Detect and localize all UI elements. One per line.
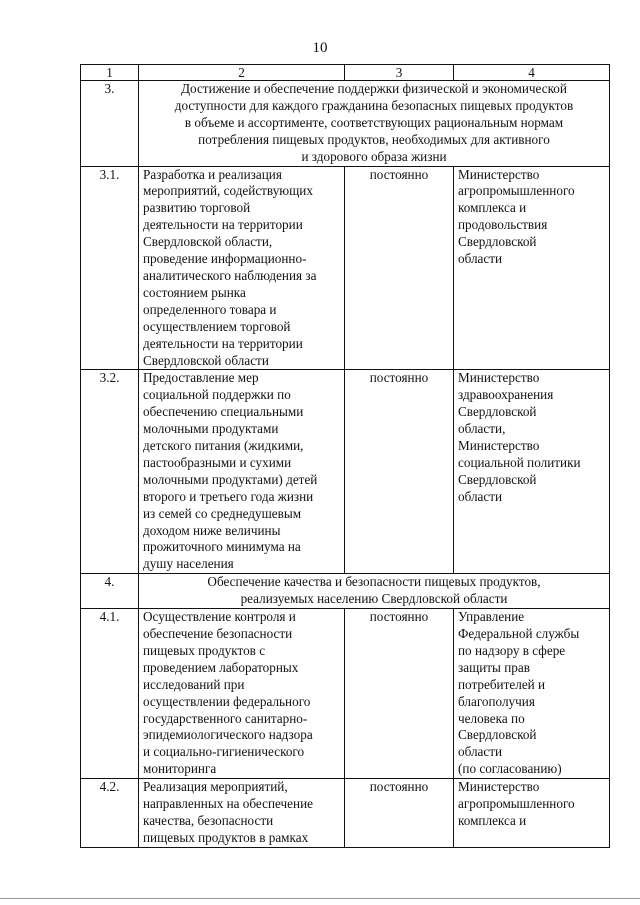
section-title [139, 574, 610, 609]
executor-line: продовольствия [458, 217, 548, 233]
section-title [139, 81, 610, 167]
activity-line: Свердловской области, [143, 234, 273, 250]
activity-line: пастообразными и сухими [143, 454, 292, 470]
table-row [81, 166, 610, 370]
executor-line: социальной политики [458, 454, 581, 470]
activity-line: молочными продуктами [143, 421, 279, 437]
column-number-1: 1 [81, 65, 139, 81]
term-cell: постоянно [345, 166, 454, 370]
activity-cell [139, 370, 345, 574]
column-number-3: 3 [345, 65, 454, 81]
activity-line: мероприятий, содействующих [143, 183, 313, 199]
table-row [81, 370, 610, 574]
executor-line: (по согласованию) [458, 761, 562, 777]
title-line: доступности для каждого гражданина безопасных пищевых продуктов [174, 97, 574, 113]
activity-line: пищевых продуктов с [143, 642, 266, 658]
executor-line: области [458, 744, 503, 760]
activity-line: определенного товара и [143, 301, 277, 317]
section-row-3 [81, 81, 610, 167]
column-number-row [81, 65, 610, 81]
activity-line: эпидемиологического надзора [143, 727, 313, 743]
column-number-4: 4 [454, 65, 610, 81]
executor-line: Министерство [458, 370, 540, 386]
executor-line: области, [458, 421, 506, 437]
activity-line: аналитического наблюдения за [143, 267, 317, 283]
activity-line: исследований при [143, 676, 245, 692]
executor-line: Министерство [458, 779, 540, 795]
title-line: реализуемых населению Свердловской области [240, 591, 508, 607]
row-number: 4.2. [81, 779, 139, 848]
activity-cell [139, 609, 345, 779]
executor-line: агропромышленного [458, 183, 575, 199]
activity-line: деятельности на территории [143, 217, 303, 233]
executor-cell [454, 166, 610, 370]
activity-line: мониторинга [143, 761, 217, 777]
executor-line: комплекса и [458, 812, 527, 828]
section-row-4 [81, 574, 610, 609]
term-cell: постоянно [345, 779, 454, 848]
activity-line: проведением лабораторных [143, 659, 299, 675]
activity-line: проведение информационно- [143, 251, 307, 267]
activity-line: молочными продуктами) детей [143, 471, 318, 487]
activity-line: пищевых продуктов в рамках [143, 829, 309, 845]
activity-line: социальной поддержки по [143, 387, 291, 403]
title-line: и здорового образа жизни [301, 148, 447, 164]
executor-line: по надзору в сфере [458, 642, 566, 658]
executor-line: здравоохранения [458, 387, 554, 403]
table-row [81, 609, 610, 779]
activity-line: душу населения [143, 556, 234, 572]
activity-line: детского питания (жидкими, [143, 438, 304, 454]
scan-bottom-edge [0, 898, 640, 902]
row-number: 3.2. [81, 370, 139, 574]
activity-line: из семей со среднедушевым [143, 505, 302, 521]
executor-line: агропромышленного [458, 796, 575, 812]
executor-cell [454, 779, 610, 848]
column-number-2: 2 [139, 65, 345, 81]
activity-cell [139, 166, 345, 370]
title-line: Достижение и обеспечение поддержки физической и экономической [181, 81, 567, 96]
activity-line: обеспечение безопасности [143, 626, 293, 641]
activity-line: Свердловской области [143, 352, 269, 368]
term-cell: постоянно [345, 370, 454, 574]
table-row [81, 779, 610, 848]
activity-line: Осуществление контроля и [143, 609, 296, 625]
activity-line: осуществлении федерального [143, 693, 311, 709]
row-number: 4.1. [81, 609, 139, 779]
activity-line: состоянием рынка [143, 284, 246, 300]
activity-line: доходом ниже величины [143, 522, 281, 538]
executor-line: Федеральной службы [458, 626, 580, 641]
executor-line: Министерство [458, 438, 540, 454]
activity-line: второго и третьего года жизни [143, 488, 314, 504]
activity-line: деятельности на территории [143, 335, 303, 351]
action-plan-table [80, 64, 610, 848]
activity-line: и социально-гигиенического [143, 744, 305, 760]
activity-line: обеспечению специальными [143, 404, 304, 420]
executor-line: человека по [458, 710, 525, 726]
activity-line: Предоставление мер [143, 370, 259, 386]
row-number: 3.1. [81, 166, 139, 370]
activity-cell [139, 779, 345, 848]
activity-line: государственного санитарно- [143, 710, 308, 726]
activity-line: направленных на обеспечение [143, 796, 314, 812]
activity-line: Реализация мероприятий, [143, 779, 288, 795]
executor-line: Свердловской [458, 727, 537, 743]
activity-line: прожиточного минимума на [143, 539, 301, 555]
executor-line: защиты прав [458, 659, 530, 675]
page-number: 10 [312, 40, 328, 56]
activity-line: развитию торговой [143, 200, 251, 216]
executor-line: Управление [458, 609, 525, 625]
executor-line: комплекса и [458, 200, 527, 216]
section-number: 3. [81, 81, 139, 167]
executor-line: благополучия [458, 693, 535, 709]
activity-line: качества, безопасности [143, 812, 274, 828]
executor-line: области [458, 251, 503, 267]
title-line: Обеспечение качества и безопасности пищевых продуктов, [207, 574, 541, 590]
title-line: потребления пищевых продуктов, необходимых для активного [198, 131, 550, 147]
executor-line: потребителей и [458, 676, 546, 692]
activity-line: Разработка и реализация [143, 166, 282, 182]
term-cell: постоянно [345, 609, 454, 779]
executor-cell [454, 609, 610, 779]
executor-line: Свердловской [458, 404, 537, 420]
executor-line: Свердловской [458, 471, 537, 487]
executor-cell [454, 370, 610, 574]
executor-line: Свердловской [458, 234, 537, 250]
title-line: в объеме и ассортименте, соответствующих рациональным нормам [184, 114, 564, 130]
section-number: 4. [81, 574, 139, 609]
executor-line: Министерство [458, 166, 540, 182]
activity-line: осуществлением торговой [143, 318, 291, 334]
executor-line: области [458, 488, 503, 504]
